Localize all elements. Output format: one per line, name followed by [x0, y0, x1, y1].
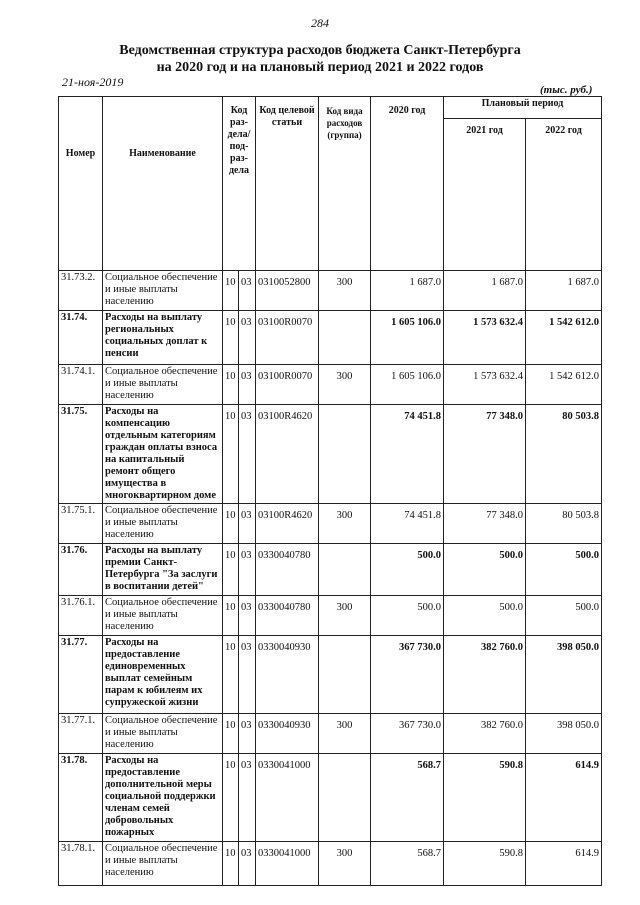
row-name: Социальное обеспечение и иные выплаты населению: [103, 271, 223, 311]
row-name: Социальное обеспечение и иные выплаты населению: [103, 842, 223, 886]
row-section: 10: [223, 842, 239, 886]
row-name: Социальное обеспечение и иные выплаты населению: [103, 714, 223, 754]
row-section: 10: [223, 754, 239, 842]
row-value-2022: 1 542 612.0: [526, 311, 602, 365]
row-value-2021: 590.8: [444, 842, 526, 886]
row-kind-code: [319, 311, 371, 365]
row-section: 10: [223, 311, 239, 365]
title-line-2: на 2020 год и на плановый период 2021 и 2022 годов: [156, 60, 484, 75]
row-number: 31.75.1.: [59, 504, 103, 544]
row-subsection: 03: [239, 842, 256, 886]
row-value-2022: 1 542 612.0: [526, 365, 602, 405]
row-value-2021: 590.8: [444, 754, 526, 842]
title-line-1: Ведомственная структура расходов бюджета Санкт-Петербурга: [119, 43, 521, 58]
row-kind-code: [319, 754, 371, 842]
table-body: [59, 271, 602, 886]
row-name: Расходы на предоставление единовременных выплат семейным парам к юбилеям их супружеской жизни: [103, 636, 223, 714]
row-target-code: 0330040780: [256, 544, 319, 596]
row-target-code: 03100R0070: [256, 365, 319, 405]
row-target-code: 03100R4620: [256, 405, 319, 504]
row-value-2020: 74 451.8: [371, 405, 444, 504]
row-section: 10: [223, 365, 239, 405]
row-value-2021: 1 573 632.4: [444, 365, 526, 405]
row-target-code: 0310052800: [256, 271, 319, 311]
row-value-2020: 367 730.0: [371, 636, 444, 714]
row-value-2021: 1 573 632.4: [444, 311, 526, 365]
table-row: [59, 271, 602, 311]
row-name: Социальное обеспечение и иные выплаты населению: [103, 596, 223, 636]
header-planned: Плановый период: [444, 97, 602, 119]
header-name: Наименование: [103, 97, 223, 271]
document-date: 21-ноя-2019: [62, 75, 124, 89]
row-number: 31.73.2.: [59, 271, 103, 311]
row-subsection: 03: [239, 311, 256, 365]
row-kind-code: 300: [319, 842, 371, 886]
row-value-2020: 367 730.0: [371, 714, 444, 754]
table-row: [59, 544, 602, 596]
table-row: [59, 754, 602, 842]
page-number: 284: [311, 16, 329, 30]
row-section: 10: [223, 271, 239, 311]
row-kind-code: 300: [319, 714, 371, 754]
row-target-code: 0330041000: [256, 754, 319, 842]
header-2022: 2022 год: [526, 119, 602, 271]
row-kind-code: 300: [319, 271, 371, 311]
header-number: Номер: [59, 97, 103, 271]
row-name: Расходы на выплату премии Санкт-Петербурга "За заслуги в воспитании детей": [103, 544, 223, 596]
header-2021: 2021 год: [444, 119, 526, 271]
row-value-2022: 1 687.0: [526, 271, 602, 311]
row-value-2022: 398 050.0: [526, 636, 602, 714]
row-value-2020: 568.7: [371, 754, 444, 842]
row-value-2022: 500.0: [526, 596, 602, 636]
row-subsection: 03: [239, 636, 256, 714]
row-name: Расходы на компенсацию отдельным категориям граждан оплаты взноса на капитальный ремонт общего имущества в многоквартирном доме: [103, 405, 223, 504]
row-target-code: 0330040930: [256, 636, 319, 714]
table-row: [59, 596, 602, 636]
header-section: Код раз- дела/ под- раз- дела: [223, 97, 256, 271]
row-kind-code: [319, 405, 371, 504]
row-number: 31.77.: [59, 636, 103, 714]
row-value-2020: 1 687.0: [371, 271, 444, 311]
table-row: [59, 504, 602, 544]
row-value-2021: 77 348.0: [444, 504, 526, 544]
row-target-code: 0330041000: [256, 842, 319, 886]
row-value-2022: 80 503.8: [526, 405, 602, 504]
row-subsection: 03: [239, 405, 256, 504]
units-label: (тыс. руб.): [540, 84, 593, 96]
row-value-2022: 614.9: [526, 842, 602, 886]
row-subsection: 03: [239, 596, 256, 636]
row-section: 10: [223, 504, 239, 544]
row-kind-code: 300: [319, 596, 371, 636]
row-number: 31.78.1.: [59, 842, 103, 886]
row-target-code: 03100R4620: [256, 504, 319, 544]
row-value-2021: 500.0: [444, 544, 526, 596]
row-kind-code: [319, 544, 371, 596]
table-row: [59, 636, 602, 714]
row-target-code: 0330040930: [256, 714, 319, 754]
row-number: 31.76.1.: [59, 596, 103, 636]
row-value-2022: 80 503.8: [526, 504, 602, 544]
header-target: Код целевой статьи: [256, 97, 319, 271]
row-section: 10: [223, 596, 239, 636]
row-subsection: 03: [239, 714, 256, 754]
row-value-2021: 1 687.0: [444, 271, 526, 311]
row-value-2020: 568.7: [371, 842, 444, 886]
row-kind-code: 300: [319, 504, 371, 544]
row-value-2020: 1 605 106.0: [371, 311, 444, 365]
row-number: 31.76.: [59, 544, 103, 596]
table-row: [59, 842, 602, 886]
row-value-2021: 77 348.0: [444, 405, 526, 504]
row-subsection: 03: [239, 754, 256, 842]
row-value-2020: 500.0: [371, 544, 444, 596]
table-row: [59, 311, 602, 365]
row-kind-code: [319, 636, 371, 714]
row-subsection: 03: [239, 544, 256, 596]
row-value-2020: 1 605 106.0: [371, 365, 444, 405]
row-section: 10: [223, 714, 239, 754]
table-row: [59, 405, 602, 504]
row-target-code: 03100R0070: [256, 311, 319, 365]
table-row: [59, 365, 602, 405]
row-value-2020: 74 451.8: [371, 504, 444, 544]
row-value-2022: 398 050.0: [526, 714, 602, 754]
row-value-2022: 614.9: [526, 754, 602, 842]
header-2020: 2020 год: [371, 97, 444, 271]
row-value-2021: 382 760.0: [444, 636, 526, 714]
row-section: 10: [223, 636, 239, 714]
table-row: [59, 714, 602, 754]
row-number: 31.77.1.: [59, 714, 103, 754]
row-value-2022: 500.0: [526, 544, 602, 596]
header-kind: Код вида расходов (группа): [319, 97, 371, 271]
row-name: Расходы на выплату региональных социальных доплат к пенсии: [103, 311, 223, 365]
row-number: 31.78.: [59, 754, 103, 842]
row-subsection: 03: [239, 271, 256, 311]
row-name: Социальное обеспечение и иные выплаты населению: [103, 365, 223, 405]
row-subsection: 03: [239, 504, 256, 544]
row-number: 31.75.: [59, 405, 103, 504]
row-value-2021: 382 760.0: [444, 714, 526, 754]
row-target-code: 0330040780: [256, 596, 319, 636]
row-subsection: 03: [239, 365, 256, 405]
expenditure-table: [58, 96, 602, 886]
row-number: 31.74.1.: [59, 365, 103, 405]
row-value-2021: 500.0: [444, 596, 526, 636]
row-section: 10: [223, 544, 239, 596]
row-number: 31.74.: [59, 311, 103, 365]
row-kind-code: 300: [319, 365, 371, 405]
row-section: 10: [223, 405, 239, 504]
row-value-2020: 500.0: [371, 596, 444, 636]
row-name: Социальное обеспечение и иные выплаты населению: [103, 504, 223, 544]
row-name: Расходы на предоставление дополнительной меры социальной поддержки членам семей добровольных пожарных: [103, 754, 223, 842]
document-title: [0, 42, 640, 76]
